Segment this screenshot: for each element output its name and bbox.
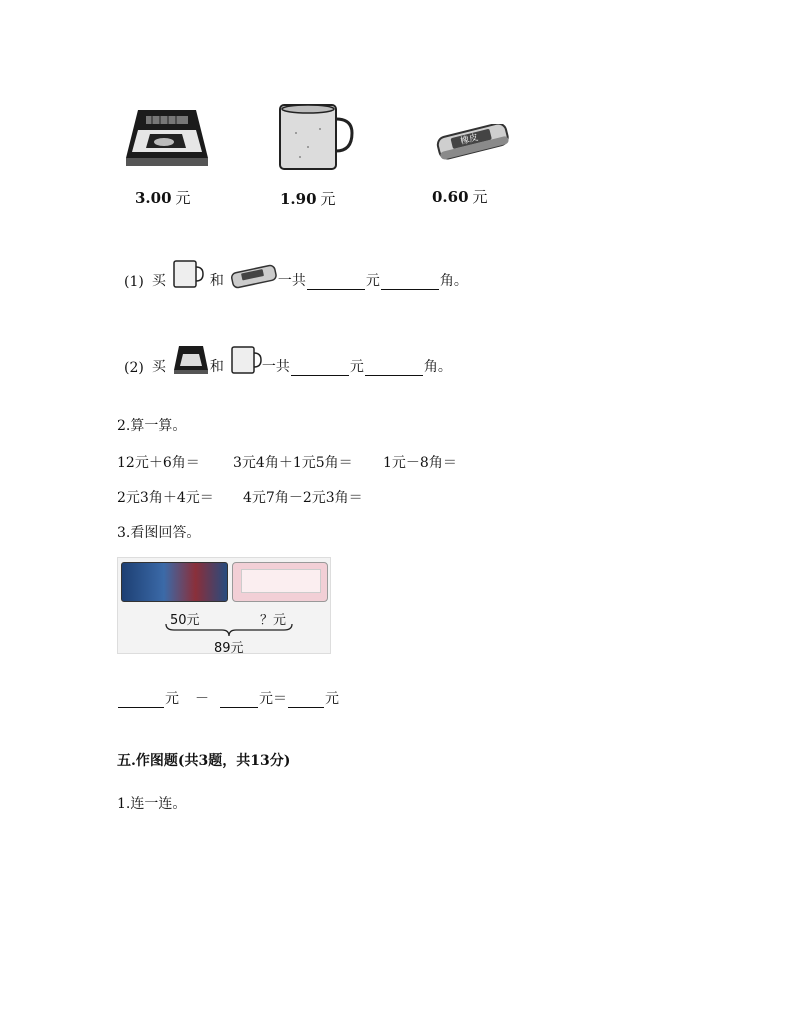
calculator-price: 3.00 元 bbox=[135, 189, 191, 207]
calc-3: 1元－8角＝ bbox=[383, 455, 457, 471]
eq-minus: － bbox=[195, 691, 209, 707]
eraser-price: 0.60 元 bbox=[432, 188, 488, 206]
q1-total: 一共 bbox=[277, 273, 306, 289]
calculator-image bbox=[124, 108, 210, 168]
mug-price: 1.90 元 bbox=[280, 190, 336, 208]
mug-small-icon bbox=[230, 344, 262, 376]
q1-jiao: 角。 bbox=[439, 273, 468, 289]
q2-total: 一共 bbox=[261, 359, 290, 375]
eq-yuan-3: 元 bbox=[325, 691, 339, 707]
q1-jiao-blank[interactable] bbox=[381, 275, 439, 290]
q2-yuan: 元 bbox=[349, 359, 364, 375]
q2-number: (2) bbox=[124, 360, 144, 376]
q2-jiao: 角。 bbox=[423, 359, 452, 375]
section-2-title: 2.算一算。 bbox=[117, 418, 187, 434]
q2-yuan-blank[interactable] bbox=[291, 361, 349, 376]
q2-jiao-blank[interactable] bbox=[365, 361, 423, 376]
section-5-q1: 1.连一连。 bbox=[117, 796, 187, 812]
question-1 bbox=[124, 254, 468, 290]
pencil-case-blue bbox=[121, 562, 228, 602]
eq-blank-1[interactable] bbox=[118, 693, 164, 708]
eraser-small-icon bbox=[230, 264, 278, 290]
calc-4: 2元3角＋4元＝ bbox=[117, 490, 214, 506]
pencil-case-pink bbox=[232, 562, 328, 602]
mug-small-icon bbox=[172, 258, 204, 290]
calc-5: 4元7角－2元3角＝ bbox=[243, 490, 363, 506]
calc-2: 3元4角＋1元5角＝ bbox=[233, 455, 353, 471]
calculator-small-icon bbox=[172, 344, 210, 376]
q2-buy: 买 bbox=[151, 359, 166, 375]
q1-number: (1) bbox=[124, 274, 144, 290]
q1-and: 和 bbox=[209, 273, 224, 289]
eq-blank-3[interactable] bbox=[288, 693, 324, 708]
q1-buy: 买 bbox=[151, 273, 166, 289]
question-2 bbox=[124, 340, 452, 376]
eq-yuan-2: 元＝ bbox=[259, 691, 287, 707]
eraser-image bbox=[434, 124, 512, 160]
section-5-heading: 五.作图题(共3题，共13分) bbox=[117, 753, 291, 769]
q2-and: 和 bbox=[209, 359, 224, 375]
right-price-label: ？元 bbox=[260, 613, 287, 628]
brace-icon bbox=[164, 622, 294, 638]
q1-yuan: 元 bbox=[365, 273, 380, 289]
q1-yuan-blank[interactable] bbox=[307, 275, 365, 290]
equation-line bbox=[117, 688, 339, 708]
total-price-label: 89元 bbox=[214, 641, 244, 656]
left-price-label: 50元 bbox=[170, 613, 200, 628]
mug-image bbox=[278, 103, 354, 171]
eraser-label: 橡皮 bbox=[459, 132, 480, 147]
eq-yuan-1: 元 bbox=[165, 691, 179, 707]
section-3-title: 3.看图回答。 bbox=[117, 525, 201, 541]
calc-1: 12元＋6角＝ bbox=[117, 455, 200, 471]
eq-blank-2[interactable] bbox=[220, 693, 258, 708]
pencil-case-figure bbox=[117, 557, 331, 654]
